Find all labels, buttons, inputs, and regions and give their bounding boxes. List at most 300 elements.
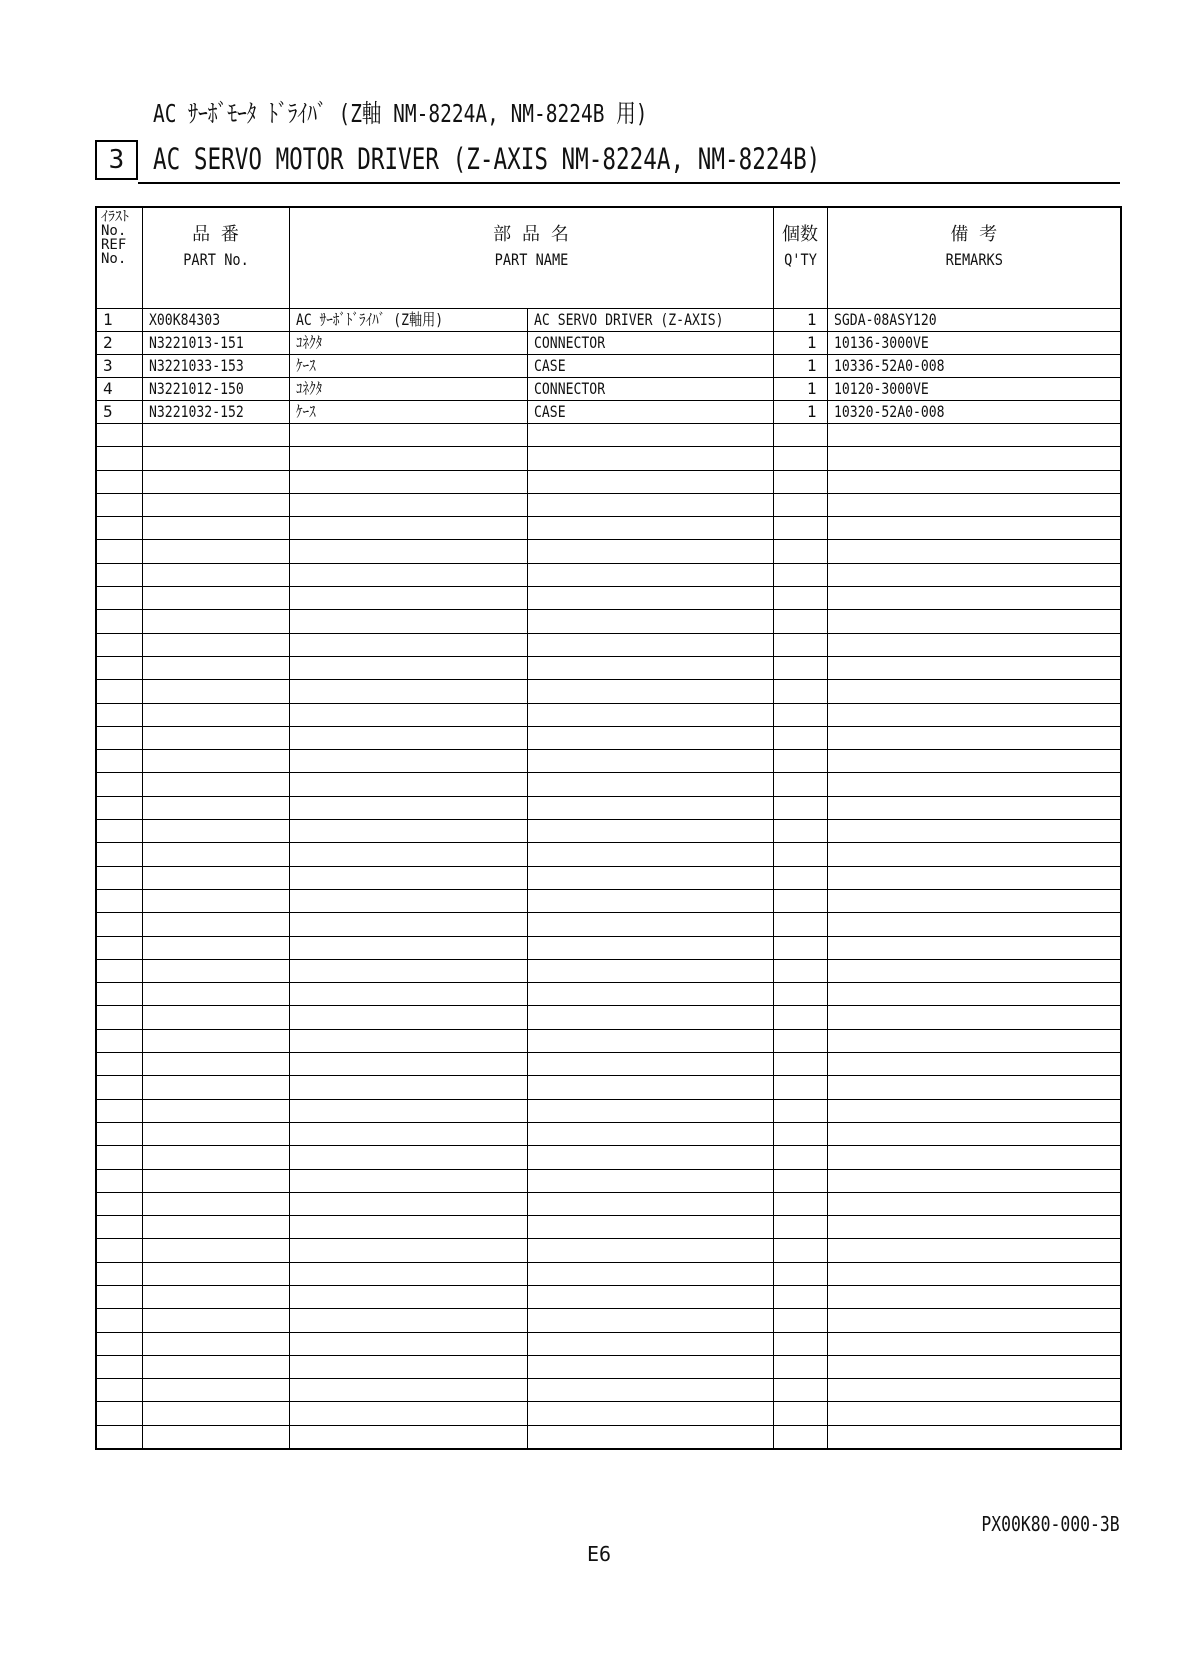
blank-cell <box>827 1076 1121 1099</box>
blank-cell <box>773 1425 827 1449</box>
blank-cell <box>96 517 142 540</box>
part-name-jp-cell: ｺﾈｸﾀ <box>289 332 527 355</box>
blank-cell <box>142 1099 289 1122</box>
blank-cell <box>96 493 142 516</box>
blank-cell <box>773 610 827 633</box>
blank-table-row <box>96 470 1121 493</box>
blank-cell <box>96 796 142 819</box>
blank-cell <box>827 424 1121 447</box>
part-name-en-cell: AC SERVO DRIVER (Z-AXIS) <box>527 309 773 332</box>
quantity-cell: 1 <box>773 309 827 332</box>
blank-table-row <box>96 796 1121 819</box>
blank-cell <box>827 820 1121 843</box>
blank-cell <box>527 1216 773 1239</box>
blank-cell <box>527 493 773 516</box>
blank-cell <box>773 889 827 912</box>
blank-cell <box>142 1425 289 1449</box>
blank-cell <box>289 656 527 679</box>
blank-cell <box>289 1379 527 1402</box>
blank-cell <box>773 1309 827 1332</box>
remarks-cell: 10136-3000VE <box>827 332 1121 355</box>
blank-cell <box>289 1402 527 1425</box>
blank-cell <box>142 773 289 796</box>
blank-table-row <box>96 656 1121 679</box>
blank-cell <box>773 936 827 959</box>
blank-cell <box>289 587 527 610</box>
part-name-en-cell: CASE <box>527 355 773 378</box>
blank-cell <box>527 633 773 656</box>
blank-table-row <box>96 1169 1121 1192</box>
blank-cell <box>773 1239 827 1262</box>
blank-cell <box>142 1122 289 1145</box>
blank-table-row <box>96 563 1121 586</box>
table-row <box>96 401 1121 424</box>
blank-cell <box>142 913 289 936</box>
blank-table-row <box>96 633 1121 656</box>
blank-cell <box>773 820 827 843</box>
blank-cell <box>142 587 289 610</box>
quantity-header: 個数 Q'TY <box>773 207 827 309</box>
remarks-cell: 10320-52A0-008 <box>827 401 1121 424</box>
blank-cell <box>773 1332 827 1355</box>
parts-list-table <box>95 206 1122 1450</box>
blank-table-row <box>96 1239 1121 1262</box>
blank-cell <box>289 517 527 540</box>
blank-cell <box>289 1053 527 1076</box>
part-name-en-cell: CONNECTOR <box>527 378 773 401</box>
page-title-japanese: AC ｻｰﾎﾞﾓｰﾀ ﾄﾞﾗｲﾊﾞ (Z軸 NM-8224A, NM-8224B 用) <box>153 99 648 128</box>
part-name-en-cell: CONNECTOR <box>527 332 773 355</box>
blank-cell <box>527 470 773 493</box>
section-number-box: 3 <box>95 140 138 180</box>
blank-table-row <box>96 1332 1121 1355</box>
ref-number-header: ｲﾗｽﾄ No. REF No. <box>96 207 142 309</box>
blank-table-row <box>96 1029 1121 1052</box>
blank-cell <box>527 1076 773 1099</box>
remarks-cell: SGDA-08ASY120 <box>827 309 1121 332</box>
blank-cell <box>527 656 773 679</box>
quantity-cell: 1 <box>773 401 827 424</box>
blank-table-row <box>96 540 1121 563</box>
blank-cell <box>773 493 827 516</box>
blank-cell <box>773 1216 827 1239</box>
blank-cell <box>527 587 773 610</box>
blank-cell <box>142 610 289 633</box>
blank-cell <box>142 633 289 656</box>
blank-cell <box>527 1192 773 1215</box>
part-name-header: 部 品 名 PART NAME <box>289 207 773 309</box>
blank-table-row <box>96 773 1121 796</box>
blank-cell <box>527 1309 773 1332</box>
document-number: PX00K80-000-3B <box>981 1512 1120 1536</box>
blank-cell <box>773 773 827 796</box>
table-row <box>96 309 1121 332</box>
blank-cell <box>527 866 773 889</box>
blank-table-row <box>96 424 1121 447</box>
blank-cell <box>289 1239 527 1262</box>
blank-cell <box>827 1402 1121 1425</box>
blank-cell <box>289 1192 527 1215</box>
blank-cell <box>827 703 1121 726</box>
blank-cell <box>289 424 527 447</box>
blank-table-row <box>96 703 1121 726</box>
blank-cell <box>96 447 142 470</box>
blank-cell <box>527 1332 773 1355</box>
blank-cell <box>527 680 773 703</box>
part-number-cell: N3221013-151 <box>142 332 289 355</box>
blank-table-row <box>96 843 1121 866</box>
blank-cell <box>773 540 827 563</box>
blank-cell <box>827 1099 1121 1122</box>
blank-cell <box>289 983 527 1006</box>
blank-cell <box>289 726 527 749</box>
blank-cell <box>827 540 1121 563</box>
blank-cell <box>96 1076 142 1099</box>
blank-cell <box>827 843 1121 866</box>
blank-cell <box>142 540 289 563</box>
blank-cell <box>527 1262 773 1285</box>
blank-cell <box>827 1146 1121 1169</box>
blank-table-row <box>96 1053 1121 1076</box>
blank-cell <box>142 1076 289 1099</box>
blank-cell <box>827 750 1121 773</box>
blank-table-row <box>96 726 1121 749</box>
blank-cell <box>773 843 827 866</box>
page-title-english: AC SERVO MOTOR DRIVER (Z-AXIS NM-8224A, NM-8224B) <box>153 142 821 176</box>
blank-cell <box>142 1192 289 1215</box>
blank-cell <box>289 1099 527 1122</box>
blank-cell <box>527 750 773 773</box>
blank-cell <box>289 843 527 866</box>
blank-table-row <box>96 447 1121 470</box>
blank-cell <box>289 1425 527 1449</box>
blank-cell <box>142 703 289 726</box>
blank-cell <box>96 1192 142 1215</box>
blank-cell <box>289 820 527 843</box>
blank-cell <box>289 1122 527 1145</box>
blank-cell <box>96 726 142 749</box>
blank-cell <box>142 517 289 540</box>
blank-cell <box>827 1239 1121 1262</box>
blank-cell <box>773 1355 827 1378</box>
blank-cell <box>289 493 527 516</box>
blank-cell <box>827 1192 1121 1215</box>
blank-table-row <box>96 936 1121 959</box>
blank-table-row <box>96 983 1121 1006</box>
blank-cell <box>289 750 527 773</box>
blank-cell <box>96 1006 142 1029</box>
blank-cell <box>773 1122 827 1145</box>
blank-cell <box>827 889 1121 912</box>
blank-cell <box>289 540 527 563</box>
blank-cell <box>96 1122 142 1145</box>
blank-cell <box>289 889 527 912</box>
blank-cell <box>289 913 527 936</box>
blank-cell <box>827 493 1121 516</box>
blank-table-row <box>96 1216 1121 1239</box>
blank-cell <box>142 820 289 843</box>
blank-cell <box>773 633 827 656</box>
blank-table-row <box>96 1355 1121 1378</box>
table-row <box>96 378 1121 401</box>
ref-number-cell: 2 <box>96 332 142 355</box>
blank-cell <box>96 750 142 773</box>
blank-cell <box>773 517 827 540</box>
blank-cell <box>142 889 289 912</box>
blank-cell <box>527 1099 773 1122</box>
blank-cell <box>96 587 142 610</box>
blank-cell <box>142 447 289 470</box>
blank-cell <box>289 1332 527 1355</box>
blank-cell <box>827 1006 1121 1029</box>
blank-cell <box>96 470 142 493</box>
blank-cell <box>527 820 773 843</box>
blank-cell <box>142 1262 289 1285</box>
blank-cell <box>96 1379 142 1402</box>
blank-table-row <box>96 1402 1121 1425</box>
blank-cell <box>773 424 827 447</box>
blank-cell <box>827 1425 1121 1449</box>
blank-cell <box>96 703 142 726</box>
parts-list-body <box>96 309 1121 1450</box>
blank-cell <box>96 889 142 912</box>
blank-cell <box>773 680 827 703</box>
blank-cell <box>773 1192 827 1215</box>
blank-cell <box>96 1262 142 1285</box>
blank-cell <box>527 1053 773 1076</box>
blank-cell <box>96 936 142 959</box>
blank-cell <box>96 843 142 866</box>
blank-cell <box>142 750 289 773</box>
blank-cell <box>289 1146 527 1169</box>
blank-cell <box>96 1239 142 1262</box>
blank-cell <box>527 517 773 540</box>
blank-cell <box>289 1169 527 1192</box>
blank-cell <box>289 1076 527 1099</box>
quantity-cell: 1 <box>773 332 827 355</box>
blank-cell <box>142 1029 289 1052</box>
blank-cell <box>773 1169 827 1192</box>
blank-cell <box>773 656 827 679</box>
blank-cell <box>142 983 289 1006</box>
blank-cell <box>773 726 827 749</box>
blank-cell <box>827 1379 1121 1402</box>
table-row <box>96 332 1121 355</box>
blank-cell <box>96 773 142 796</box>
blank-cell <box>289 959 527 982</box>
blank-cell <box>96 1053 142 1076</box>
blank-cell <box>527 913 773 936</box>
blank-cell <box>827 1332 1121 1355</box>
blank-cell <box>773 913 827 936</box>
blank-cell <box>527 773 773 796</box>
blank-cell <box>773 1262 827 1285</box>
blank-table-row <box>96 610 1121 633</box>
blank-cell <box>142 866 289 889</box>
blank-cell <box>527 726 773 749</box>
blank-cell <box>142 1309 289 1332</box>
blank-cell <box>773 1053 827 1076</box>
blank-cell <box>289 1285 527 1308</box>
blank-cell <box>289 773 527 796</box>
blank-table-row <box>96 517 1121 540</box>
blank-cell <box>827 447 1121 470</box>
part-name-jp-cell: ｹｰｽ <box>289 401 527 424</box>
blank-cell <box>142 726 289 749</box>
blank-cell <box>289 633 527 656</box>
blank-cell <box>827 563 1121 586</box>
blank-cell <box>773 447 827 470</box>
blank-cell <box>96 1029 142 1052</box>
blank-cell <box>827 726 1121 749</box>
blank-cell <box>527 447 773 470</box>
blank-cell <box>827 517 1121 540</box>
blank-cell <box>96 563 142 586</box>
blank-cell <box>527 1239 773 1262</box>
blank-cell <box>289 936 527 959</box>
blank-cell <box>96 866 142 889</box>
blank-cell <box>527 1285 773 1308</box>
part-number-cell: N3221012-150 <box>142 378 289 401</box>
blank-cell <box>527 1402 773 1425</box>
blank-table-row <box>96 1146 1121 1169</box>
remarks-cell: 10120-3000VE <box>827 378 1121 401</box>
title-underline <box>138 182 1120 184</box>
blank-cell <box>827 1216 1121 1239</box>
blank-cell <box>142 563 289 586</box>
table-row <box>96 355 1121 378</box>
blank-table-row <box>96 680 1121 703</box>
blank-cell <box>96 1216 142 1239</box>
blank-cell <box>827 656 1121 679</box>
blank-cell <box>96 913 142 936</box>
blank-table-row <box>96 820 1121 843</box>
blank-cell <box>527 983 773 1006</box>
blank-cell <box>289 1355 527 1378</box>
blank-cell <box>827 866 1121 889</box>
blank-table-row <box>96 1285 1121 1308</box>
part-number-cell: X00K84303 <box>142 309 289 332</box>
blank-cell <box>773 1379 827 1402</box>
blank-cell <box>527 1379 773 1402</box>
blank-cell <box>142 680 289 703</box>
blank-cell <box>142 796 289 819</box>
blank-cell <box>827 633 1121 656</box>
page-number: E6 <box>586 1542 612 1566</box>
part-name-en-cell: CASE <box>527 401 773 424</box>
blank-cell <box>142 1402 289 1425</box>
blank-cell <box>289 1262 527 1285</box>
blank-cell <box>827 1029 1121 1052</box>
blank-cell <box>142 1169 289 1192</box>
blank-cell <box>827 959 1121 982</box>
blank-table-row <box>96 1006 1121 1029</box>
blank-cell <box>773 1285 827 1308</box>
blank-cell <box>96 610 142 633</box>
blank-cell <box>527 1146 773 1169</box>
blank-cell <box>527 703 773 726</box>
blank-cell <box>96 540 142 563</box>
blank-table-row <box>96 1076 1121 1099</box>
blank-cell <box>827 1122 1121 1145</box>
blank-cell <box>827 983 1121 1006</box>
blank-cell <box>773 563 827 586</box>
blank-cell <box>289 1006 527 1029</box>
blank-cell <box>142 493 289 516</box>
blank-cell <box>289 470 527 493</box>
blank-cell <box>289 610 527 633</box>
blank-table-row <box>96 1309 1121 1332</box>
blank-cell <box>96 656 142 679</box>
blank-cell <box>827 470 1121 493</box>
blank-cell <box>142 424 289 447</box>
blank-cell <box>827 773 1121 796</box>
blank-cell <box>96 1332 142 1355</box>
part-number-cell: N3221033-153 <box>142 355 289 378</box>
blank-cell <box>96 820 142 843</box>
blank-cell <box>827 610 1121 633</box>
blank-cell <box>142 959 289 982</box>
blank-cell <box>773 959 827 982</box>
blank-cell <box>773 587 827 610</box>
blank-cell <box>773 983 827 1006</box>
blank-cell <box>289 563 527 586</box>
remarks-cell: 10336-52A0-008 <box>827 355 1121 378</box>
blank-table-row <box>96 913 1121 936</box>
blank-cell <box>142 1332 289 1355</box>
blank-cell <box>142 1355 289 1378</box>
remarks-header: 備 考 REMARKS <box>827 207 1121 309</box>
blank-cell <box>142 936 289 959</box>
blank-cell <box>289 447 527 470</box>
blank-cell <box>527 610 773 633</box>
blank-cell <box>142 1146 289 1169</box>
blank-cell <box>527 563 773 586</box>
blank-table-row <box>96 866 1121 889</box>
part-name-jp-cell: ｺﾈｸﾀ <box>289 378 527 401</box>
blank-cell <box>142 1216 289 1239</box>
blank-cell <box>827 936 1121 959</box>
blank-table-row <box>96 959 1121 982</box>
blank-cell <box>773 750 827 773</box>
blank-cell <box>96 1099 142 1122</box>
blank-cell <box>96 1285 142 1308</box>
part-number-header: 品 番 PART No. <box>142 207 289 309</box>
blank-cell <box>773 866 827 889</box>
blank-cell <box>527 1122 773 1145</box>
blank-cell <box>527 1355 773 1378</box>
table-header-row <box>96 207 1121 309</box>
blank-cell <box>527 540 773 563</box>
blank-cell <box>827 796 1121 819</box>
blank-cell <box>827 1355 1121 1378</box>
blank-cell <box>527 424 773 447</box>
blank-table-row <box>96 1099 1121 1122</box>
blank-cell <box>527 889 773 912</box>
quantity-cell: 1 <box>773 378 827 401</box>
blank-cell <box>773 470 827 493</box>
blank-cell <box>827 1285 1121 1308</box>
blank-table-row <box>96 1425 1121 1449</box>
blank-cell <box>96 1425 142 1449</box>
ref-number-cell: 5 <box>96 401 142 424</box>
blank-cell <box>289 866 527 889</box>
blank-cell <box>142 1006 289 1029</box>
blank-cell <box>527 1169 773 1192</box>
blank-cell <box>527 796 773 819</box>
blank-cell <box>142 656 289 679</box>
blank-table-row <box>96 1192 1121 1215</box>
